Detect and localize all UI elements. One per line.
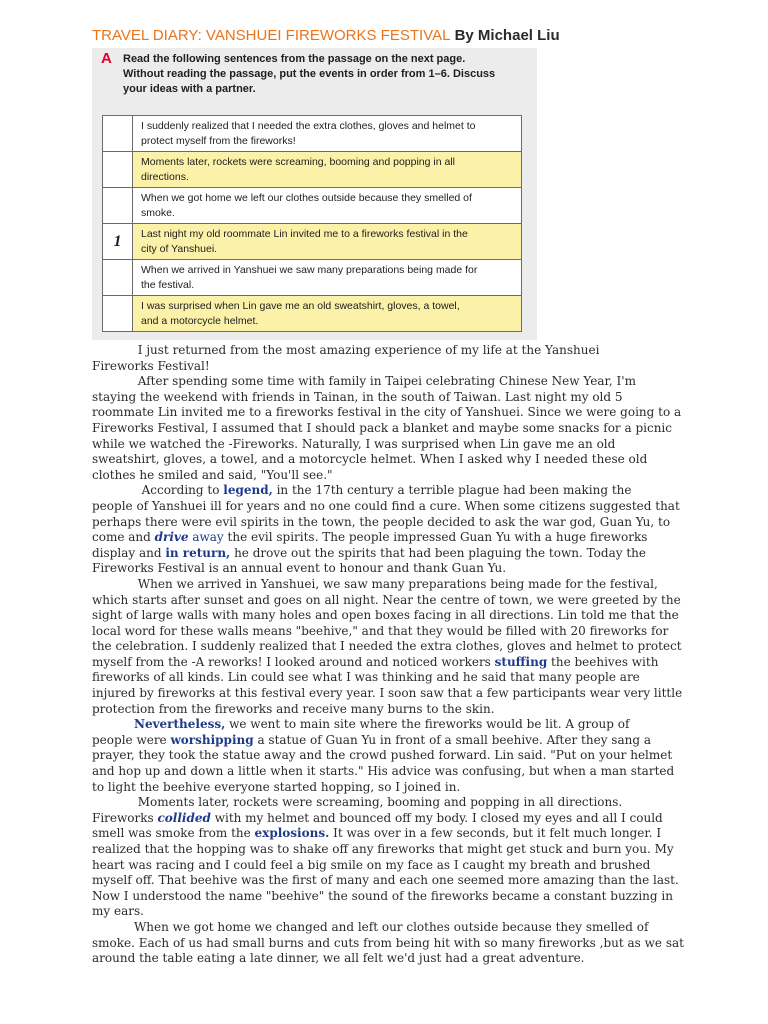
title-main: TRAVEL DIARY: VANSHUEI FIREWORKS FESTIVAL — [92, 27, 451, 44]
event-order-number[interactable] — [103, 152, 133, 188]
passage-text: in the 17th century a terrible plague had been making the — [272, 483, 632, 498]
passage-text: heart was racing and I could feel a big smile on my face as I caught my breath and brushed — [92, 857, 651, 872]
vocabulary-word: stuffing — [494, 654, 548, 669]
diary-passage — [92, 343, 682, 967]
event-sentence-line: Moments later, rockets were screaming, booming and popping in all — [141, 155, 455, 168]
event-row — [103, 296, 522, 332]
vocabulary-word: Nevertheless, — [133, 717, 226, 732]
passage-line — [92, 437, 682, 453]
event-sentence-line: When we got home we left our clothes outside because they smelled of — [141, 191, 472, 204]
passage-line — [92, 951, 682, 967]
passage-text: we went to main site where the fireworks would be lit. A group of — [225, 717, 630, 732]
passage-text: realized that the hopping was to shake off any fireworks that might get stuck and burn you. My — [92, 842, 674, 856]
passage-line — [92, 374, 682, 390]
vocabulary-word: worshipping — [170, 732, 254, 747]
event-order-number[interactable] — [103, 116, 133, 152]
event-row — [103, 260, 522, 296]
passage-text: people of Yanshuei ill for years and no one could find a cure. When some citizens suggested that — [92, 498, 680, 513]
passage-text: When we arrived in Yanshuei, we saw many preparations being made for the festival, — [92, 576, 658, 591]
passage-text: protection from the fireworks and receive many burns to the skin. — [92, 701, 495, 716]
passage-text — [92, 717, 134, 731]
passage-line — [92, 343, 682, 359]
passage-text: display and — [92, 545, 166, 560]
passage-text: It was over in a few seconds, but it felt much longer. I — [329, 826, 662, 841]
passage-line — [92, 390, 682, 406]
event-sentence-line: When we arrived in Yanshuei we saw many preparations being made for — [141, 263, 478, 276]
passage-text: around the table eating a late dinner, we all felt we'd just had a great adventure. — [92, 951, 585, 966]
event-row — [103, 224, 522, 260]
vocabulary-word: legend, — [223, 483, 273, 498]
passage-text: Fireworks — [92, 810, 158, 825]
passage-line — [92, 936, 682, 952]
event-sentence-line: smoke. — [141, 206, 175, 219]
exercise-instructions — [123, 52, 528, 97]
event-sentence-line: the festival. — [141, 278, 195, 291]
passage-line — [92, 655, 682, 671]
passage-line — [92, 359, 682, 375]
passage-text: while we watched the -Fireworks. Naturally, I was surprised when Lin gave me an old — [92, 436, 616, 451]
event-row — [103, 188, 522, 224]
passage-line — [92, 811, 682, 827]
events-order-table — [102, 115, 522, 332]
event-row — [103, 116, 522, 152]
passage-text: perhaps there were evil spirits in the town, the people decided to ask the war god, Guan Yu, to — [92, 514, 671, 529]
passage-text: smoke. Each of us had small burns and cuts from being hit with so many fireworks ,but as we sat — [92, 935, 684, 950]
passage-line — [92, 639, 682, 655]
passage-text: a statue of Guan Yu in front of a small beehive. After they sang a — [253, 732, 651, 747]
passage-line — [92, 624, 682, 640]
passage-line — [92, 904, 682, 920]
passage-line — [92, 468, 682, 484]
passage-line — [92, 780, 682, 796]
instruction-line: Without reading the passage, put the events in order from 1–6. Discuss — [123, 68, 496, 80]
passage-text: the beehives with — [547, 654, 659, 669]
passage-line — [92, 405, 682, 421]
passage-line — [92, 530, 682, 546]
passage-line — [92, 670, 682, 686]
passage-text: fireworks of all kinds. Lin could see what I was thinking and he said that many people are — [92, 670, 640, 685]
passage-text: come and — [92, 530, 155, 545]
passage-text: to light the beehive everyone started hopping, so I joined in. — [92, 779, 461, 794]
document-title — [92, 26, 560, 46]
passage-line — [92, 702, 682, 718]
passage-line — [92, 686, 682, 702]
passage-line — [92, 452, 682, 468]
vocabulary-word: explosions. — [254, 826, 330, 841]
event-sentence — [133, 188, 522, 224]
event-sentence-line: I was surprised when Lin gave me an old sweatshirt, gloves, a towel, — [141, 299, 460, 312]
passage-text: local word for these walls means "beehive," and that they would be filled with 20 fireworks for — [92, 623, 669, 638]
passage-line — [92, 515, 682, 531]
passage-text: my ears. — [92, 904, 144, 919]
passage-line — [92, 733, 682, 749]
vocabulary-word: away — [188, 530, 224, 545]
passage-text: myself off. That beehive was the first of many and each one seemed more amazing than the last. — [92, 873, 679, 888]
passage-text: Fireworks Festival is an annual event to honour and thank Guan Yu. — [92, 561, 507, 576]
passage-line — [92, 717, 682, 733]
passage-line — [92, 764, 682, 780]
event-sentence — [133, 116, 522, 152]
event-order-number[interactable] — [103, 296, 133, 332]
event-sentence-line: protect myself from the fireworks! — [141, 134, 296, 147]
passage-line — [92, 499, 682, 515]
passage-text: the evil spirits. The people impressed Guan Yu with a huge fireworks — [223, 530, 648, 545]
event-sentence-line: city of Yanshuei. — [141, 242, 218, 255]
passage-text: with my helmet and bounced off my body. I closed my eyes and all I could — [210, 810, 663, 825]
passage-text: I just returned from the most amazing experience of my life at the Yanshuei — [92, 343, 600, 357]
passage-line — [92, 593, 682, 609]
passage-text: After spending some time with family in Taipei celebrating Chinese New Year, I'm — [92, 374, 636, 389]
passage-text: sweatshirt, gloves, a towel, and a motorcycle helmet. When I asked why I needed these old — [92, 452, 648, 467]
vocabulary-word: drive — [154, 530, 189, 545]
passage-line — [92, 920, 682, 936]
passage-line — [92, 795, 682, 811]
passage-text: clothes he smiled and said, "You'll see." — [92, 467, 333, 482]
passage-text: and hop up and down a little when it starts." His advice was confusing, but when a man started — [92, 764, 675, 779]
event-order-number[interactable] — [103, 188, 133, 224]
passage-line — [92, 858, 682, 874]
passage-line — [92, 608, 682, 624]
passage-line — [92, 421, 682, 437]
passage-line — [92, 873, 682, 889]
passage-line — [92, 577, 682, 593]
passage-line — [92, 889, 682, 905]
event-sentence — [133, 224, 522, 260]
passage-line — [92, 483, 682, 499]
passage-text: Moments later, rockets were screaming, booming and popping in all directions. — [92, 795, 623, 810]
event-row — [103, 152, 522, 188]
title-author: By Michael Liu — [450, 27, 560, 44]
event-sentence — [133, 260, 522, 296]
passage-line — [92, 748, 682, 764]
vocabulary-word: collided — [157, 810, 211, 825]
passage-text: which starts after sunset and goes on all night. Near the centre of town, we were greeted by the — [92, 592, 681, 607]
passage-text: Fireworks Festival! — [92, 358, 210, 373]
worksheet-image — [92, 48, 537, 340]
event-sentence-line: I suddenly realized that I needed the extra clothes, gloves and helmet to — [141, 119, 476, 132]
passage-text: smell was smoke from the — [92, 826, 255, 841]
event-sentence-line: and a motorcycle helmet. — [141, 314, 259, 327]
passage-text: he drove out the spirits that had been plaguing the town. Today the — [230, 545, 646, 560]
passage-text: myself from the -A reworks! I looked around and noticed workers — [92, 654, 495, 669]
event-order-number[interactable] — [103, 260, 133, 296]
event-order-number[interactable]: 1 — [103, 224, 133, 260]
passage-line — [92, 546, 682, 562]
instruction-line: Read the following sentences from the passage on the next page. — [123, 53, 466, 65]
passage-text: Fireworks Festival, I assumed that I should pack a blanket and maybe some snacks for a picnic — [92, 420, 672, 435]
passage-text: people were — [92, 732, 171, 747]
passage-line — [92, 826, 682, 842]
passage-line — [92, 842, 682, 858]
event-sentence — [133, 296, 522, 332]
passage-text: Now I understood the name "beehive" the sound of the fireworks became a constant buzzing in — [92, 888, 673, 903]
passage-text: When we got home we changed and left our clothes outside because they smelled of — [92, 919, 649, 934]
passage-text: sight of large walls with many holes and open boxes facing in all directions. Lin told me that the — [92, 608, 679, 623]
passage-text: staying the weekend with friends in Tainan, in the south of Taiwan. Last night my old 5 — [92, 389, 623, 404]
event-sentence — [133, 152, 522, 188]
passage-text: prayer, they took the statue away and the crowd pushed forward. Lin said. "Put on your helmet — [92, 748, 673, 763]
event-sentence-line: Last night my old roommate Lin invited me to a fireworks festival in the — [141, 227, 468, 240]
passage-text: the celebration. I suddenly realized that I needed the extra clothes, gloves and helmet to protect — [92, 639, 682, 654]
passage-text: roommate Lin invited me to a fireworks festival in the city of Yanshuei. Since we were going to a — [92, 405, 682, 420]
instruction-line: your ideas with a partner. — [123, 83, 256, 95]
vocabulary-word: in return, — [165, 545, 231, 560]
passage-line — [92, 561, 682, 577]
event-sentence-line: directions. — [141, 170, 189, 183]
exercise-letter: A — [101, 50, 112, 67]
passage-text: injured by fireworks at this festival every year. I soon saw that a few participants wear very little — [92, 686, 683, 701]
passage-text: According to — [92, 483, 224, 498]
